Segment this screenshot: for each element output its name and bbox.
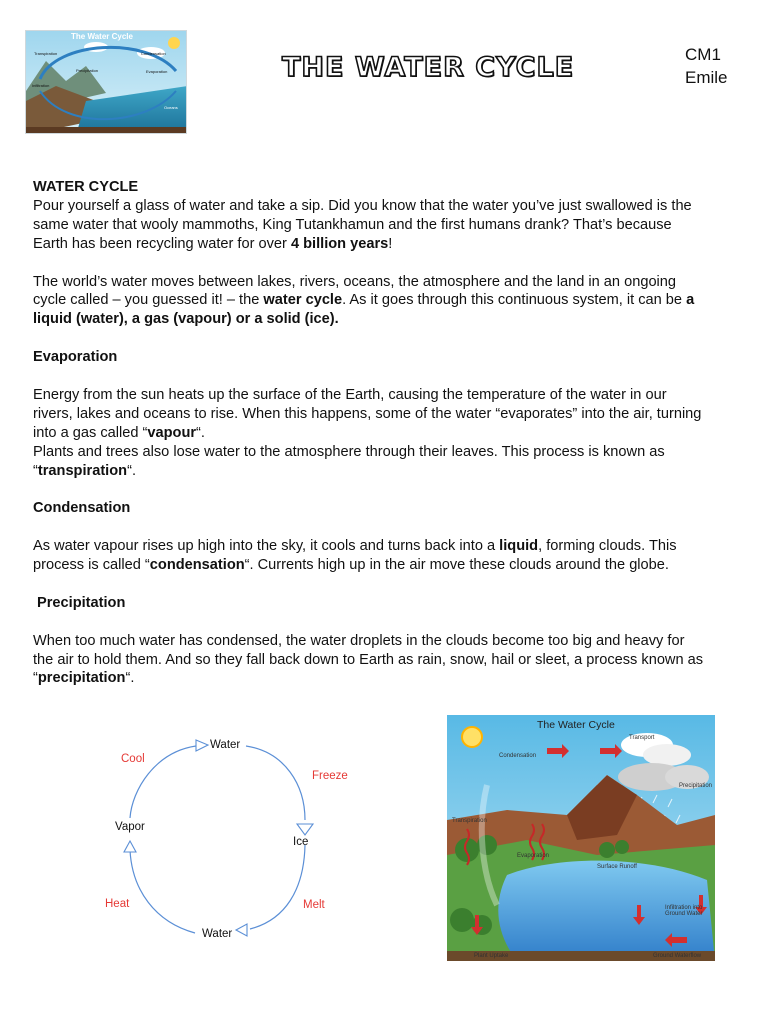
intro-paragraph-line: Earth has been recycling water for over 4 billion years! (33, 235, 393, 252)
arrow-head (236, 924, 247, 936)
top-image-title: The Water Cycle (71, 32, 133, 41)
intro-paragraph-line: Pour yourself a glass of water and take a sip. Did you know that the water you’ve just swallowed is the (33, 197, 692, 214)
cycle-arc-bottom-left (130, 850, 195, 933)
document-body (33, 178, 748, 688)
intro-paragraph-line: same water that wooly mammoths, King Tutankhamun and the first humans drank? That’s because (33, 216, 672, 233)
cycle-arc-bottom-right (250, 845, 305, 929)
page-title: THE WATER CYCLE (282, 52, 575, 83)
top-image-label: Transpiration (34, 51, 58, 56)
cycle-label-cool: Cool (121, 753, 145, 765)
label-precipitation: Precipitation (679, 783, 713, 789)
evaporation-line: “transpiration“. (33, 462, 136, 479)
top-water-cycle-illustration (25, 30, 187, 134)
detailed-water-cycle-illustration (447, 715, 715, 961)
label-condensation: Condensation (499, 753, 537, 759)
student-name: Emile (685, 68, 728, 87)
bottom-image-title: The Water Cycle (537, 719, 615, 731)
cycle-label-melt: Melt (303, 899, 325, 911)
label-transport: Transport (629, 735, 655, 741)
student-info (685, 43, 728, 89)
label-ground-waterflow: Ground Waterflow (653, 953, 702, 959)
class-label: CM1 (685, 45, 721, 64)
intro-paragraph-line: cycle called – you guessed it! – the water cycle. As it goes through this continuous system, it can be a (33, 292, 695, 309)
cycle-label-ice: Ice (293, 836, 309, 848)
top-image-label: Evaporation (146, 69, 168, 74)
arrow-head (124, 841, 136, 852)
condensation-line: As water vapour rises up high into the sky, it cools and turns back into a liquid, forming clouds. This (33, 538, 677, 555)
condensation-line: process is called “condensation“. Currents high up in the air move these clouds around the globe. (33, 557, 669, 574)
arrow-head (196, 740, 208, 751)
cycle-label-water-bottom: Water (202, 928, 233, 940)
precipitation-line: the air to hold them. And so they fall back down to Earth as rain, snow, hail or sleet, a process known as (33, 651, 704, 668)
evaporation-line: Energy from the sun heats up the surface of the Earth, causing the temperature of the water in our (33, 386, 667, 403)
precipitation-line: When too much water has condensed, the water droplets in the clouds become too big and heavy for (33, 632, 685, 649)
state-change-cycle-diagram (100, 730, 360, 950)
evaporation-line: rivers, lakes and oceans to rise. When this happens, some of the water “evaporates” into the air, turning (33, 405, 702, 422)
label-infiltration: Infiltration into Ground Water (665, 905, 703, 917)
cycle-arc-top-right (246, 746, 305, 820)
evaporation-line: Plants and trees also lose water to the atmosphere through their leaves. This process is known as (33, 443, 665, 460)
section-heading-precipitation: Precipitation (37, 594, 126, 611)
cycle-label-heat: Heat (105, 898, 130, 910)
arrow-head (297, 824, 313, 835)
evaporation-line: into a gas called “vapour“. (33, 424, 205, 441)
label-plant-uptake: Plant Uptake (474, 953, 509, 959)
top-image-label: Oceans (164, 105, 178, 110)
cycle-label-freeze: Freeze (312, 770, 348, 782)
precipitation-line: “precipitation“. (33, 670, 135, 687)
section-heading-evaporation: Evaporation (33, 349, 118, 366)
top-image-label: Infiltration (32, 83, 50, 88)
section-heading-condensation: Condensation (33, 500, 131, 517)
intro-paragraph-line: liquid (water), a gas (vapour) or a solid (ice). (33, 311, 339, 328)
top-image-label: Condensation (141, 51, 166, 56)
label-evaporation: Evaporation (517, 853, 550, 859)
label-transpiration: Transpiration (452, 818, 487, 824)
section-heading-water-cycle: WATER CYCLE (33, 179, 139, 195)
intro-paragraph-line: The world’s water moves between lakes, rivers, oceans, the atmosphere and the land in an ongoing (33, 273, 677, 290)
top-image-label: Precipitation (76, 68, 99, 73)
label-surface-runoff: Surface Runoff (597, 864, 637, 870)
cycle-label-vapor: Vapor (115, 821, 145, 833)
cycle-label-water-top: Water (210, 739, 241, 751)
